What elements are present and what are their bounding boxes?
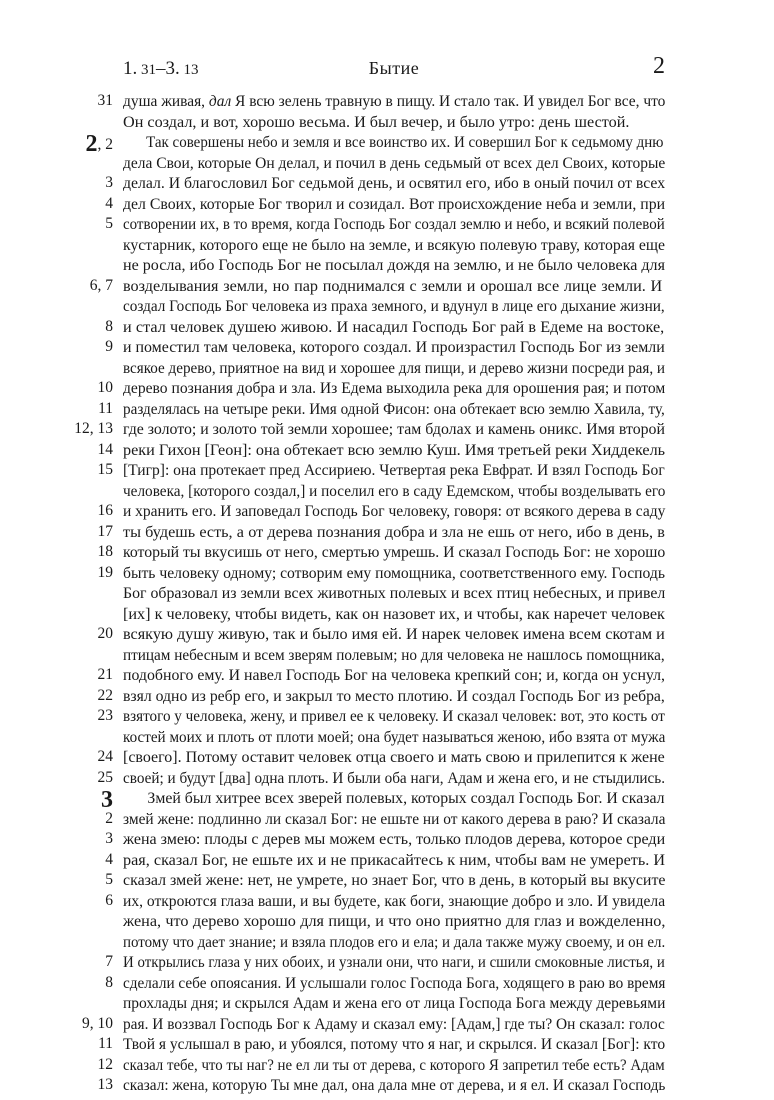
line-text: быть человеку одному; сотворим ему помощника, соответственного ему. Господь — [123, 563, 665, 582]
line-text: где золото; и золото той земли хорошее; там бдолах и камень оникс. Имя второй — [123, 420, 665, 438]
text-line — [0, 911, 774, 932]
text-line — [0, 214, 774, 235]
text-line — [0, 276, 774, 297]
line-text: костей моих и плоть от плоти моей; она будет называться женою, ибо взята от мужа — [123, 727, 666, 746]
line-text: прохлады дня; и скрылся Адам и жена его от лица Господа Бога между деревьями — [123, 994, 666, 1012]
line-text: И открылись глаза у них обоих, и узнали они, что наги, и сшили смоковные листья, и — [123, 953, 665, 971]
text-line — [0, 542, 774, 563]
verse-number: 18 — [97, 543, 113, 560]
chapter-number: 2 — [85, 131, 98, 157]
verse-number: 2, 2 — [85, 131, 113, 157]
line-text: жена змею: плоды с дерев мы можем есть, только плодов дерева, которое среди — [123, 830, 666, 848]
verse-number: 8 — [105, 973, 113, 991]
verse-number: 22 — [97, 686, 113, 704]
text-line — [0, 419, 774, 440]
line-text: всякую душу живую, так и было имя ей. И нарек человек имена всем скотам и — [123, 625, 665, 643]
line-text: сказал: жена, которую Ты мне дал, она дала мне от дерева, и я ел. И сказал Господь — [123, 1076, 666, 1094]
line-text: рая. И воззвал Господь Бог к Адаму и сказал ему: [Адам,] где ты? Он сказал: голос — [123, 1014, 665, 1033]
text-line — [0, 153, 774, 174]
text-line — [0, 1055, 774, 1076]
line-text: Он создал, и вот, хорошо весьма. И был вечер, и было утро: день шестой. — [123, 112, 630, 131]
text-line — [0, 131, 774, 157]
text-line — [0, 952, 774, 973]
italic-word: дал — [208, 92, 232, 110]
line-text: Змей был хитрее всех зверей полевых, которых создал Господь Бог. И сказал — [147, 789, 665, 807]
chapter-number: 3 — [101, 787, 113, 813]
text-line — [0, 932, 774, 953]
text-line — [0, 194, 774, 215]
text-line — [0, 604, 774, 625]
text-line — [0, 870, 774, 891]
verse-number: 6 — [105, 891, 113, 909]
line-text: который ты вкусишь от него, смертью умрешь. И сказал Господь Бог: не хорошо — [123, 543, 666, 561]
text-line — [0, 255, 774, 276]
text-line — [0, 173, 774, 194]
verse-number: 5 — [105, 871, 113, 888]
line-text: возделывания земли, но пар поднимался с земли и орошал все лице земли. И — [123, 276, 663, 295]
text-line — [0, 727, 774, 748]
line-text: сделали себе опоясания. И услышали голос Господа Бога, ходящего в раю во время — [123, 973, 666, 992]
line-text: подобного ему. И навел Господь Бог на человека крепкий сон; и, когда он уснул, — [123, 666, 666, 684]
text-line — [0, 563, 774, 584]
line-text: душа живая, дал Я всю зелень травную в пищу. И стало так. И увидел Бог все, что — [123, 92, 666, 110]
text-line — [0, 706, 774, 727]
line-text: [их] к человеку, чтобы видеть, как он назовет их, и чтобы, как наречет человек — [123, 604, 665, 623]
text-line — [0, 522, 774, 543]
verse-number: 19 — [97, 563, 113, 581]
verse-number: 11 — [98, 399, 113, 417]
page-number: 2 — [653, 53, 665, 79]
text-line — [0, 583, 774, 604]
verse-number: 9, 10 — [82, 1014, 113, 1032]
line-text: и поместил там человека, которого создал. И произрастил Господь Бог из земли — [123, 338, 665, 356]
text-line — [0, 645, 774, 666]
verse-number: 13 — [97, 1076, 113, 1093]
verse-number: 12 — [97, 1055, 113, 1073]
line-text: [своего]. Потому оставит человек отца своего и мать свою и прилепится к жене — [123, 748, 665, 766]
line-text: не росла, ибо Господь Бог не посылал дождя на землю, и не было человека для — [123, 256, 665, 274]
verse-number: 7 — [105, 953, 113, 970]
line-text: и хранить его. И заповедал Господь Бог человеку, говоря: от всякого дерева в саду — [123, 502, 666, 520]
text-line — [0, 747, 774, 768]
text-line — [0, 1014, 774, 1035]
line-text: реки Гихон [Геон]: она обтекает всю землю Куш. Имя третьей реки Хиддекель — [123, 440, 666, 459]
line-text: дела Свои, которые Он делал, и почил в день седьмый от всех дел Своих, которые — [123, 153, 666, 172]
line-text: Бог образовал из земли всех животных полевых и всех птиц небесных, и привел — [123, 584, 666, 602]
text-line — [0, 624, 774, 645]
verse-number: 9 — [105, 338, 113, 355]
verse-number: 21 — [97, 666, 113, 683]
line-text: создал Господь Бог человека из праха земного, и вдунул в лице его дыхание жизни, — [123, 297, 665, 315]
text-line — [0, 91, 774, 112]
verse-number: 4 — [105, 850, 113, 868]
text-line — [0, 501, 774, 522]
line-text: всякое дерево, приятное на вид и хорошее для пищи, и дерево жизни посреди рая, и — [123, 358, 666, 377]
verse-number: 17 — [97, 522, 113, 540]
verse-number: 24 — [97, 748, 113, 765]
verse-number: 8 — [105, 317, 113, 335]
line-text: своей; и будут [два] одна плоть. И были оба наги, Адам и жена его, и не стыдились. — [123, 768, 666, 787]
verse-number: 11 — [98, 1035, 113, 1052]
text-line — [0, 809, 774, 830]
line-text: рая, сказал Бог, не ешьте их и не прикасайтесь к ним, чтобы вам не умереть. И — [123, 850, 666, 869]
text-line — [0, 481, 774, 502]
verse-number: 5 — [105, 215, 113, 232]
line-text: жена, что дерево хорошо для пищи, и что оно приятно для глаз и вожделенно, — [123, 912, 666, 930]
line-text: змей жене: подлинно ли сказал Бог: не ешьте ни от какого дерева в раю? И сказала — [123, 809, 666, 828]
text-line — [0, 112, 774, 133]
text-line — [0, 787, 774, 813]
book-title: Бытие — [368, 58, 420, 78]
verse-number: 31 — [97, 92, 113, 109]
text-line — [0, 1075, 774, 1096]
text-line — [0, 768, 774, 789]
line-text: кустарник, которого еще не было на земле, и всякую полевую траву, которая еще — [123, 235, 665, 254]
text-line — [0, 850, 774, 871]
line-text: разделялась на четыре реки. Имя одной Фисон: она обтекает всю землю Хавила, ту, — [123, 399, 665, 418]
verse-number: 16 — [97, 502, 113, 519]
text-line — [0, 686, 774, 707]
verse-number: 25 — [97, 768, 113, 786]
text-line — [0, 358, 774, 379]
text-line — [0, 296, 774, 317]
text-line — [0, 973, 774, 994]
text-line — [0, 337, 774, 358]
verse-number: 6, 7 — [89, 276, 113, 294]
line-text: делал. И благословил Бог седьмой день, и освятил его, ибо в оный почил от всех — [123, 174, 666, 192]
text-line — [0, 993, 774, 1014]
line-text: сказал змей жене: нет, не умрете, но знает Бог, что в день, в который вы вкусите — [123, 871, 666, 889]
running-header — [123, 53, 665, 84]
line-text: дерево познания добра и зла. Из Едема выходила река для орошения рая; и потом — [123, 379, 666, 397]
verse-number: 23 — [97, 707, 113, 724]
text-line — [0, 460, 774, 481]
text-line — [0, 317, 774, 338]
line-text: птицам небесным и всем зверям полевым; но для человека не нашлось помощника, — [123, 645, 665, 664]
line-text: человека, [которого создал,] и поселил его в саду Едемском, чтобы возделывать его — [123, 481, 666, 500]
text-line — [0, 829, 774, 850]
verse-number: 3 — [105, 174, 113, 191]
line-text: потому что дает знание; и взяла плодов его и ела; и дала также мужу своему, и он ел. — [123, 932, 666, 951]
scripture-text-body — [0, 91, 774, 1096]
verse-number: 12, 13 — [74, 420, 113, 437]
text-line — [0, 440, 774, 461]
verse-number: 4 — [105, 194, 113, 212]
line-text: дел Своих, которые Бог творил и созидал. Вот происхождение неба и земли, при — [123, 194, 666, 213]
verse-number: 15 — [97, 461, 113, 478]
line-text: взял одно из ребр его, и закрыл то место плотию. И создал Господь Бог из ребра, — [123, 686, 665, 705]
line-text: сказал тебе, что ты наг? не ел ли ты от дерева, с которого Я запретил тебе есть? Адам — [123, 1055, 665, 1074]
text-line — [0, 1034, 774, 1055]
line-text: [Тигр]: она протекает пред Ассириею. Четвертая река Евфрат. И взял Господь Бог — [123, 461, 665, 479]
line-text: Так совершены небо и земля и все воинство их. И совершил Бог к седьмому дню — [146, 133, 664, 151]
chapter-verse-range: 1. 31–3. 13 — [123, 58, 199, 79]
text-line — [0, 378, 774, 399]
text-line — [0, 891, 774, 912]
line-text: Твой я услышал в раю, и убоялся, потому что я наг, и скрылся. И сказал [Бог]: кто — [123, 1035, 666, 1053]
verse-number: 10 — [97, 379, 113, 396]
text-line — [0, 399, 774, 420]
line-text: их, откроются глаза ваши, и вы будете, как боги, знающие добро и зло. И увидела — [123, 891, 666, 910]
verse-number: 3 — [105, 830, 113, 847]
verse-number: 14 — [97, 440, 113, 458]
line-text: и стал человек душею живою. И насадил Господь Бог рай в Едеме на востоке, — [123, 317, 665, 336]
text-line — [0, 235, 774, 256]
verse-number: 20 — [97, 625, 113, 642]
text-line — [0, 665, 774, 686]
verse-number: 2 — [105, 809, 113, 827]
line-text: взятого у человека, жену, и привел ее к человеку. И сказал человек: вот, это кость от — [123, 707, 665, 725]
line-text: ты будешь есть, а от дерева познания добра и зла не ешь от него, ибо в день, в — [123, 522, 665, 541]
line-text: сотворении их, в то время, когда Господь Бог создал землю и небо, и всякий полевой — [123, 215, 665, 233]
